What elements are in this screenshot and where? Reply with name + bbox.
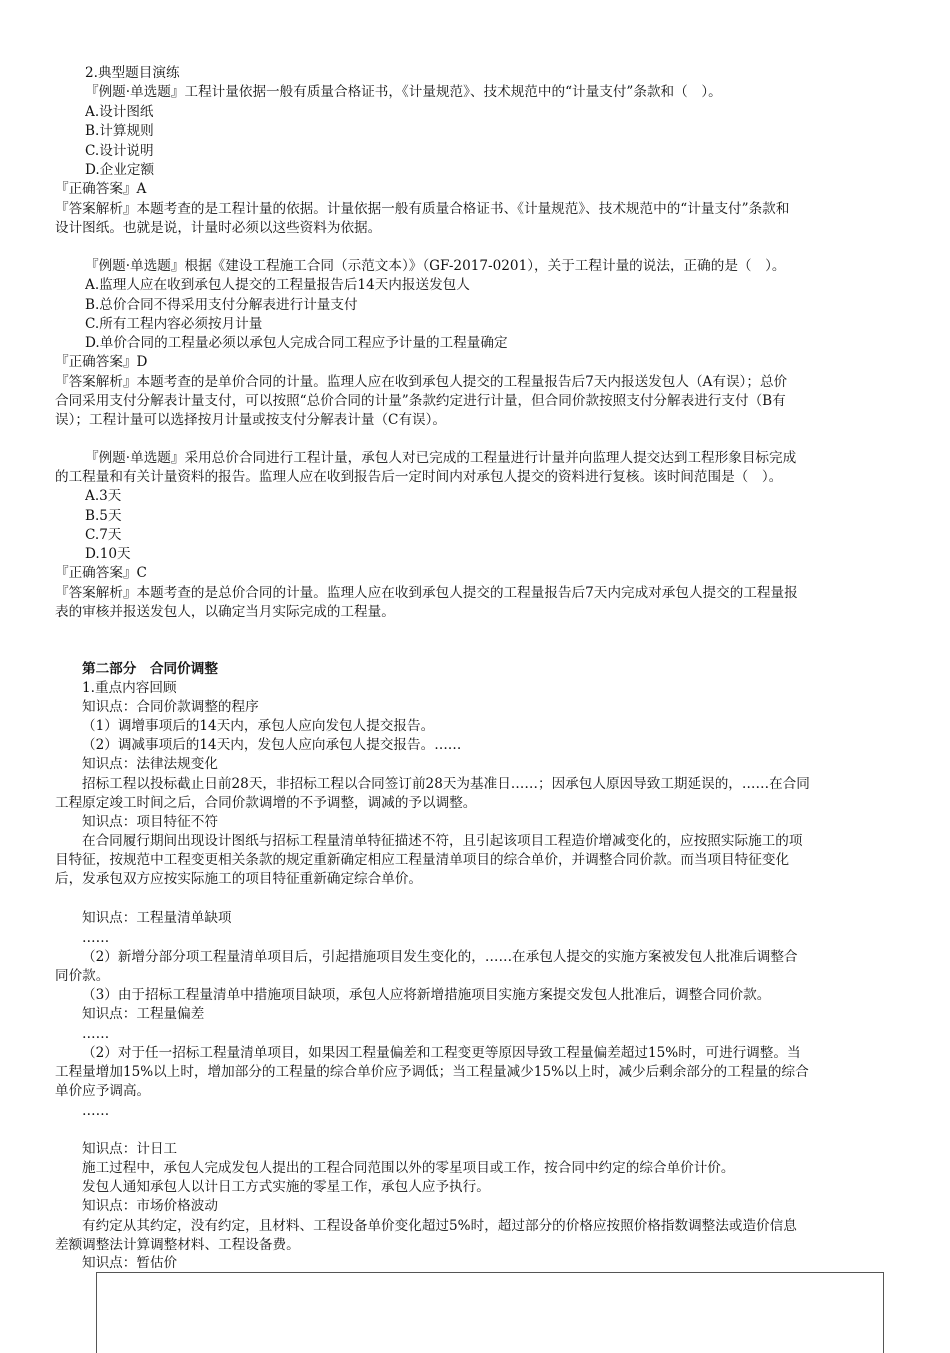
knowledge-point-line: 有约定从其约定，没有约定，且材料、工程设备单价变化超过5%时，超过部分的价格应按照价格指数调整法或造价信息: [82, 1218, 797, 1234]
knowledge-point-line: （2）调减事项后的14天内，发包人应向承包人提交报告。……: [82, 737, 462, 753]
question-3-option-b: B.5天: [85, 508, 122, 524]
knowledge-point-line: （1）调增事项后的14天内，承包人应向发包人提交报告。: [82, 718, 435, 734]
question-1-explanation-line: 设计图纸。也就是说，计量时必须以这些资料为依据。: [55, 220, 382, 236]
question-1-option-d: D.企业定额: [85, 162, 155, 178]
ellipsis: ……: [82, 930, 110, 946]
question-2-explanation-line: 合同采用支付分解表计量支付，可以按照“总价合同的计量”条款约定进行计量，但合同价款按照支付分解表进行支付（B有: [55, 393, 786, 409]
knowledge-point-line: 差额调整法计算调整材料、工程设备费。: [55, 1237, 300, 1253]
question-1-option-a: A.设计图纸: [85, 104, 154, 120]
knowledge-point-line: 工程原定竣工时间之后，合同价款调增的不予调整，调减的予以调整。: [55, 795, 477, 811]
knowledge-point-title: 知识点：暂估价: [82, 1255, 178, 1271]
knowledge-point-line: 施工过程中，承包人完成发包人提出的工程合同范围以外的零星项目或工作，按合同中约定的综合单价计价。: [82, 1160, 735, 1176]
knowledge-point-line: 单价应予调高。: [55, 1083, 151, 1099]
question-1-explanation-line: 『答案解析』本题考查的是工程计量的依据。计量依据一般有质量合格证书、《计量规范》、技术规范中的“计量支付”条款和: [55, 201, 790, 217]
question-2-option-b: B.总价合同不得采用支付分解表进行计量支付: [85, 297, 358, 313]
knowledge-point-line: 在合同履行期间出现设计图纸与招标工程量清单特征描述不符，且引起该项目工程造价增减变化的，应按照实际施工的项: [82, 833, 803, 849]
question-2-stem: 『例题·单选题』根据《建设工程施工合同（示范文本）》（GF-2017-0201），关于工程计量的说法，正确的是（ ）。: [85, 258, 786, 274]
question-2-explanation-line: 误）；工程计量可以选择按月计量或按支付分解表计量（C有误）。: [55, 412, 447, 428]
question-2-answer: 『正确答案』D: [55, 354, 148, 370]
question-2-explanation-line: 『答案解析』本题考查的是单价合同的计量。监理人应在收到承包人提交的工程量报告后7天内报送发包人（A有误）；总价: [55, 374, 788, 390]
question-3-option-d: D.10天: [85, 546, 131, 562]
question-3-explanation-line: 『答案解析』本题考查的是总价合同的计量。监理人应在收到承包人提交的工程量报告后7天内完成对承包人提交的工程量报: [55, 585, 798, 601]
knowledge-point-line: （2）对于任一招标工程量清单项目，如果因工程量偏差和工程变更等原因导致工程量偏差超过15%时，可进行调整。当: [82, 1045, 801, 1061]
subsection-heading: 1.重点内容回顾: [82, 680, 177, 696]
knowledge-point-line: 工程量增加15%以上时，增加部分的工程量的综合单价应予调低；当工程量减少15%以上时，减少后剩余部分的工程量的综合: [55, 1064, 809, 1080]
knowledge-point-title: 知识点：合同价款调整的程序: [82, 699, 259, 715]
question-3-stem: 『例题·单选题』采用总价合同进行工程计量，承包人对已完成的工程量进行计量并向监理人提交达到工程形象目标完成: [85, 450, 797, 466]
question-3-explanation-line: 表的审核并报送发包人，以确定当月实际完成的工程量。: [55, 604, 395, 620]
knowledge-point-title: 知识点：市场价格波动: [82, 1198, 218, 1214]
question-1-option-b: B.计算规则: [85, 123, 154, 139]
ellipsis: ……: [82, 1026, 110, 1042]
knowledge-point-title: 知识点：项目特征不符: [82, 814, 218, 830]
knowledge-point-line: 发包人通知承包人以计日工方式实施的零星工作，承包人应予执行。: [82, 1179, 490, 1195]
knowledge-point-line: 后，发承包双方应按实际施工的项目特征重新确定综合单价。: [55, 871, 423, 887]
knowledge-point-title: 知识点：法律法规变化: [82, 756, 218, 772]
ellipsis: ……: [82, 1103, 110, 1119]
knowledge-point-title: 知识点：工程量清单缺项: [82, 910, 232, 926]
part-title: 第二部分 合同价调整: [82, 661, 218, 677]
question-3-answer: 『正确答案』C: [55, 565, 147, 581]
question-1-option-c: C.设计说明: [85, 143, 154, 159]
question-1-answer: 『正确答案』A: [55, 181, 147, 197]
knowledge-point-line: （3）由于招标工程量清单中措施项目缺项，承包人应将新增措施项目实施方案提交发包人批准后，调整合同价款。: [82, 987, 771, 1003]
knowledge-point-title: 知识点：工程量偏差: [82, 1006, 205, 1022]
question-1-stem: 『例题·单选题』工程计量依据一般有质量合格证书，《计量规范》、技术规范中的“计量支付”条款和（ ）。: [85, 84, 722, 100]
question-2-option-d: D.单价合同的工程量必须以承包人完成合同工程应予计量的工程量确定: [85, 335, 508, 351]
knowledge-point-line: 招标工程以投标截止日前28天，非招标工程以合同签订前28天为基准日……；因承包人原因导致工期延误的，……在合同: [82, 776, 810, 792]
question-3-option-c: C.7天: [85, 527, 122, 543]
question-2-option-a: A.监理人应在收到承包人提交的工程量报告后14天内报送发包人: [85, 277, 470, 293]
question-3-option-a: A.3天: [85, 488, 122, 504]
knowledge-point-line: （2）新增分部分项工程量清单项目后，引起措施项目发生变化的，……在承包人提交的实施方案被发包人批准后调整合: [82, 949, 798, 965]
question-3-stem: 的工程量和有关计量资料的报告。监理人应在收到报告后一定时间内对承包人提交的资料进行复核。该时间范围是（ ）。: [55, 469, 783, 485]
question-2-option-c: C.所有工程内容必须按月计量: [85, 316, 263, 332]
knowledge-point-line: 同价款。: [55, 968, 110, 984]
content-frame: [96, 1272, 884, 1353]
knowledge-point-title: 知识点：计日工: [82, 1141, 178, 1157]
knowledge-point-line: 目特征，按规范中工程变更相关条款的规定重新确定相应工程量清单项目的综合单价，并调整合同价款。而当项目特征变化: [55, 852, 790, 868]
section-heading: 2.典型题目演练: [85, 65, 180, 81]
